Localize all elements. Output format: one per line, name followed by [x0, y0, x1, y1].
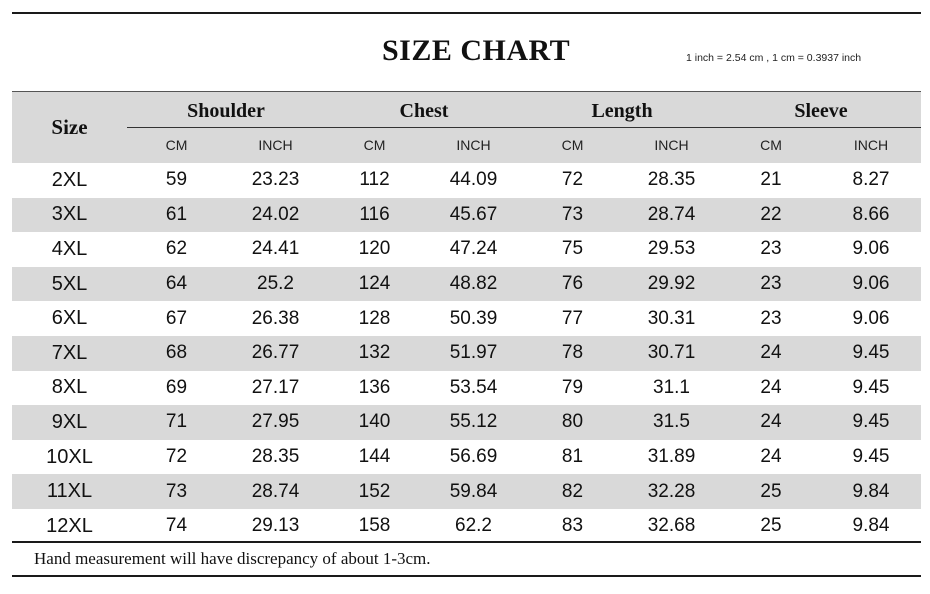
value-cell: 75	[561, 238, 584, 260]
value-cell: 25.2	[257, 273, 294, 295]
value-cell: 22	[760, 203, 782, 225]
value-cell: 56.69	[449, 446, 498, 468]
top-rule	[12, 12, 921, 14]
size-cell: 7XL	[51, 341, 88, 364]
value-cell: 48.82	[449, 273, 498, 295]
value-cell: 47.24	[449, 238, 498, 260]
value-cell: 55.12	[449, 411, 498, 433]
value-cell: 79	[561, 376, 584, 398]
table-row	[12, 371, 921, 406]
value-cell: 26.77	[251, 342, 300, 364]
value-cell: 29.13	[251, 515, 300, 537]
value-cell: 9.06	[852, 273, 890, 295]
group-header-shoulder: Shoulder	[187, 99, 265, 122]
value-cell: 8.27	[852, 169, 890, 191]
value-cell: 152	[358, 480, 391, 502]
value-cell: 28.35	[251, 446, 300, 468]
value-cell: 120	[358, 238, 391, 260]
value-cell: 9.45	[852, 446, 890, 468]
value-cell: 28.74	[251, 480, 300, 502]
size-cell: 12XL	[46, 514, 93, 537]
value-cell: 73	[561, 203, 584, 225]
value-cell: 82	[561, 480, 584, 502]
value-cell: 24	[760, 446, 782, 468]
table-bottom-rule	[12, 541, 921, 543]
size-cell: 10XL	[46, 445, 93, 468]
value-cell: 116	[359, 203, 390, 225]
value-cell: 71	[165, 411, 188, 433]
table-row	[12, 474, 921, 509]
unit-header: INCH	[258, 137, 293, 153]
value-cell: 27.95	[251, 411, 300, 433]
page-title: SIZE CHART	[382, 34, 571, 67]
value-cell: 9.45	[852, 376, 890, 398]
value-cell: 72	[561, 169, 584, 191]
value-cell: 73	[165, 480, 188, 502]
value-cell: 9.45	[852, 411, 890, 433]
table-row	[12, 509, 921, 544]
value-cell: 27.17	[251, 376, 300, 398]
unit-header: INCH	[456, 137, 491, 153]
value-cell: 31.1	[653, 376, 690, 398]
value-cell: 132	[358, 342, 391, 364]
value-cell: 77	[561, 307, 584, 329]
table-row	[12, 267, 921, 302]
value-cell: 29.53	[647, 238, 696, 260]
value-cell: 158	[358, 515, 391, 537]
value-cell: 124	[358, 273, 391, 295]
value-cell: 24.41	[251, 238, 300, 260]
value-cell: 24.02	[251, 203, 300, 225]
value-cell: 68	[165, 342, 188, 364]
header-divider	[127, 127, 921, 128]
value-cell: 32.68	[647, 515, 696, 537]
size-cell: 11XL	[46, 480, 93, 503]
size-column-header: Size	[51, 115, 88, 139]
value-cell: 83	[561, 515, 584, 537]
value-cell: 23	[760, 307, 782, 329]
table-row	[12, 232, 921, 267]
value-cell: 28.74	[647, 203, 696, 225]
value-cell: 72	[165, 446, 188, 468]
value-cell: 25	[760, 480, 782, 502]
unit-header: INCH	[853, 137, 889, 153]
conversion-note: 1 inch = 2.54 cm , 1 cm = 0.3937 inch	[686, 52, 862, 64]
value-cell: 44.09	[449, 169, 498, 191]
value-cell: 24	[760, 342, 782, 364]
table-header	[12, 91, 921, 163]
unit-header: CM	[561, 137, 584, 153]
value-cell: 23	[760, 273, 782, 295]
unit-header: INCH	[654, 137, 689, 153]
value-cell: 31.5	[653, 411, 690, 433]
size-cell: 5XL	[51, 272, 88, 295]
group-header-sleeve: Sleeve	[794, 99, 848, 122]
value-cell: 32.28	[647, 480, 696, 502]
table-row	[12, 440, 921, 475]
value-cell: 50.39	[449, 307, 498, 329]
value-cell: 9.84	[852, 480, 890, 502]
value-cell: 61	[165, 203, 188, 225]
value-cell: 74	[165, 515, 188, 537]
value-cell: 80	[561, 411, 584, 433]
value-cell: 62	[165, 238, 188, 260]
value-cell: 24	[760, 411, 782, 433]
table-row	[12, 405, 921, 440]
value-cell: 30.71	[647, 342, 696, 364]
value-cell: 9.06	[852, 238, 890, 260]
value-cell: 29.92	[647, 273, 696, 295]
value-cell: 76	[561, 273, 584, 295]
value-cell: 53.54	[449, 376, 498, 398]
value-cell: 128	[358, 307, 391, 329]
group-header-length: Length	[591, 99, 653, 122]
value-cell: 9.84	[852, 515, 890, 537]
size-cell: 9XL	[51, 410, 88, 433]
value-cell: 23	[760, 238, 782, 260]
value-cell: 25	[760, 515, 782, 537]
value-cell: 59	[165, 169, 188, 191]
size-cell: 2XL	[51, 168, 88, 191]
table-row	[12, 336, 921, 371]
value-cell: 140	[358, 411, 391, 433]
table-row	[12, 163, 921, 198]
size-cell: 4XL	[51, 237, 88, 260]
value-cell: 28.35	[647, 169, 696, 191]
value-cell: 23.23	[251, 169, 300, 191]
value-cell: 31.89	[647, 446, 696, 468]
unit-header: CM	[760, 137, 782, 153]
value-cell: 9.45	[852, 342, 890, 364]
value-cell: 144	[358, 446, 391, 468]
value-cell: 81	[561, 446, 584, 468]
value-cell: 67	[165, 307, 188, 329]
value-cell: 62.2	[455, 515, 492, 537]
unit-header: CM	[165, 137, 188, 153]
footnote: Hand measurement will have discrepancy of about 1-3cm.	[34, 549, 431, 568]
size-cell: 8XL	[51, 376, 88, 399]
value-cell: 64	[165, 273, 188, 295]
table-row	[12, 198, 921, 233]
value-cell: 9.06	[852, 307, 890, 329]
value-cell: 136	[358, 376, 391, 398]
value-cell: 78	[561, 342, 584, 364]
value-cell: 24	[760, 376, 782, 398]
value-cell: 51.97	[449, 342, 498, 364]
unit-header: CM	[363, 137, 386, 153]
value-cell: 45.67	[449, 203, 498, 225]
value-cell: 69	[165, 376, 188, 398]
value-cell: 21	[760, 169, 782, 191]
value-cell: 112	[359, 169, 390, 191]
size-cell: 3XL	[51, 203, 88, 226]
bottom-rule	[12, 575, 921, 577]
table-row	[12, 301, 921, 336]
value-cell: 8.66	[852, 203, 890, 225]
value-cell: 59.84	[449, 480, 498, 502]
group-header-chest: Chest	[399, 99, 449, 122]
size-cell: 6XL	[51, 307, 88, 330]
value-cell: 30.31	[647, 307, 696, 329]
value-cell: 26.38	[251, 307, 300, 329]
